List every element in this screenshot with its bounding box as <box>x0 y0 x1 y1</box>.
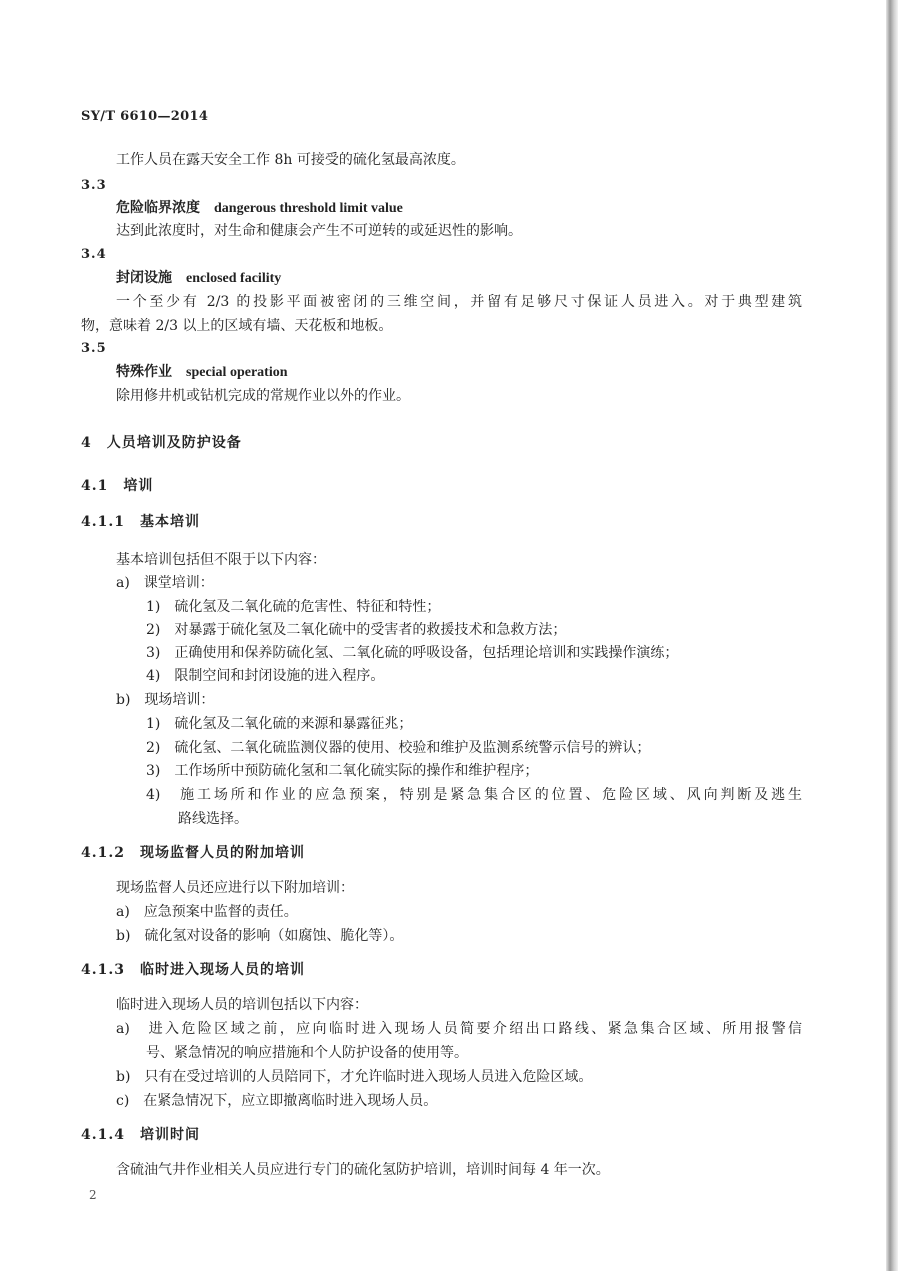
section-4-1-heading: 4.1 培训 <box>81 478 154 494</box>
list-item-b-onsite: b) 现场培训： <box>116 692 215 708</box>
term-3-4-title <box>116 270 281 287</box>
section-4-1-3-item-b: b) 只有在受过培训的人员陪同下，才允许临时进入现场人员进入危险区域。 <box>116 1069 593 1085</box>
list-item-a4: 4) 限制空间和封闭设施的进入程序。 <box>146 668 385 684</box>
section-4-1-2-item-a: a) 应急预案中监督的责任。 <box>116 904 298 920</box>
section-4-1-2-intro: 现场监督人员还应进行以下附加培训： <box>116 880 354 896</box>
term-3-3-title <box>116 200 403 217</box>
term-3-5-en: special operation <box>186 365 288 380</box>
term-3-3-number: 3.3 <box>81 178 107 193</box>
list-item-a3: 3) 正确使用和保养防硫化氢、二氧化硫的呼吸设备，包括理论培训和实践操作演练； <box>146 645 679 661</box>
list-item-b2: 2) 硫化氢、二氧化硫监测仪器的使用、校验和维护及监测系统警示信号的辨认； <box>146 740 651 756</box>
list-item-b4: 4) 施工场所和作业的应急预案，特别是紧急集合区的位置、危险区域、风向判断及逃生 <box>146 787 802 803</box>
term-3-5-title <box>116 364 288 381</box>
section-4-heading: 4 人员培训及防护设备 <box>81 435 242 451</box>
section-4-1-3-item-c: c) 在紧急情况下，应立即撤离临时进入现场人员。 <box>116 1093 438 1109</box>
section-4-1-1-intro: 基本培训包括但不限于以下内容： <box>116 552 326 568</box>
list-item-b1: 1) 硫化氢及二氧化硫的来源和暴露征兆； <box>146 716 413 732</box>
section-4-1-3-intro: 临时进入现场人员的培训包括以下内容： <box>116 997 368 1013</box>
term-3-3-en: dangerous threshold limit value <box>214 201 403 216</box>
term-3-4-zh: 封闭设施 <box>116 270 172 286</box>
term-3-5-number: 3.5 <box>81 341 107 356</box>
section-4-1-4-heading: 4.1.4 培训时间 <box>81 1127 200 1143</box>
term-3-3-zh: 危险临界浓度 <box>116 200 200 216</box>
section-4-1-2-heading: 4.1.2 现场监督人员的附加培训 <box>81 845 305 861</box>
list-item-b3: 3) 工作场所中预防硫化氢和二氧化硫实际的操作和维护程序； <box>146 763 539 779</box>
list-item-a1: 1) 硫化氢及二氧化硫的危害性、特征和特性； <box>146 599 441 615</box>
term-3-5-zh: 特殊作业 <box>116 364 172 380</box>
section-4-1-3-item-a-line1: a) 进入危险区域之前，应向临时进入现场人员简要介绍出口路线、紧急集合区域、所用报警信 <box>116 1021 802 1037</box>
section-4-1-2-item-b: b) 硫化氢对设备的影响（如腐蚀、脆化等）。 <box>116 928 404 944</box>
term-3-5-definition: 除用修井机或钻机完成的常规作业以外的作业。 <box>116 388 410 404</box>
term-3-3-definition: 达到此浓度时，对生命和健康会产生不可逆转的或延迟性的影响。 <box>116 223 522 239</box>
list-item-b4-continuation: 路线选择。 <box>178 811 248 827</box>
section-4-1-4-body: 含硫油气井作业相关人员应进行专门的硫化氢防护培训，培训时间每 4 年一次。 <box>116 1162 610 1178</box>
list-item-a-classroom: a) 课堂培训： <box>116 575 214 591</box>
term-3-4-number: 3.4 <box>81 247 107 262</box>
term-3-4-definition-line1: 一个至少有 2/3 的投影平面被密闭的三维空间，并留有足够尺寸保证人员进入。对于典型建筑 <box>116 294 802 310</box>
term-3-4-en: enclosed facility <box>186 271 282 286</box>
section-4-1-1-heading: 4.1.1 基本培训 <box>81 514 200 530</box>
doc-code-header: SY/T 6610—2014 <box>81 109 209 124</box>
term-3-4-definition-line2: 物，意味着 2/3 以上的区域有墙、天花板和地板。 <box>81 318 393 334</box>
page-edge-shadow <box>886 0 898 1271</box>
list-item-a2: 2) 对暴露于硫化氢及二氧化硫中的受害者的救援技术和急救方法； <box>146 622 567 638</box>
page-number: 2 <box>89 1188 97 1202</box>
paragraph-intro: 工作人员在露天安全工作 8h 可接受的硫化氢最高浓度。 <box>116 152 465 168</box>
section-4-1-3-item-a-line2: 号、紧急情况的响应措施和个人防护设备的使用等。 <box>146 1045 468 1061</box>
section-4-1-3-heading: 4.1.3 临时进入现场人员的培训 <box>81 962 305 978</box>
